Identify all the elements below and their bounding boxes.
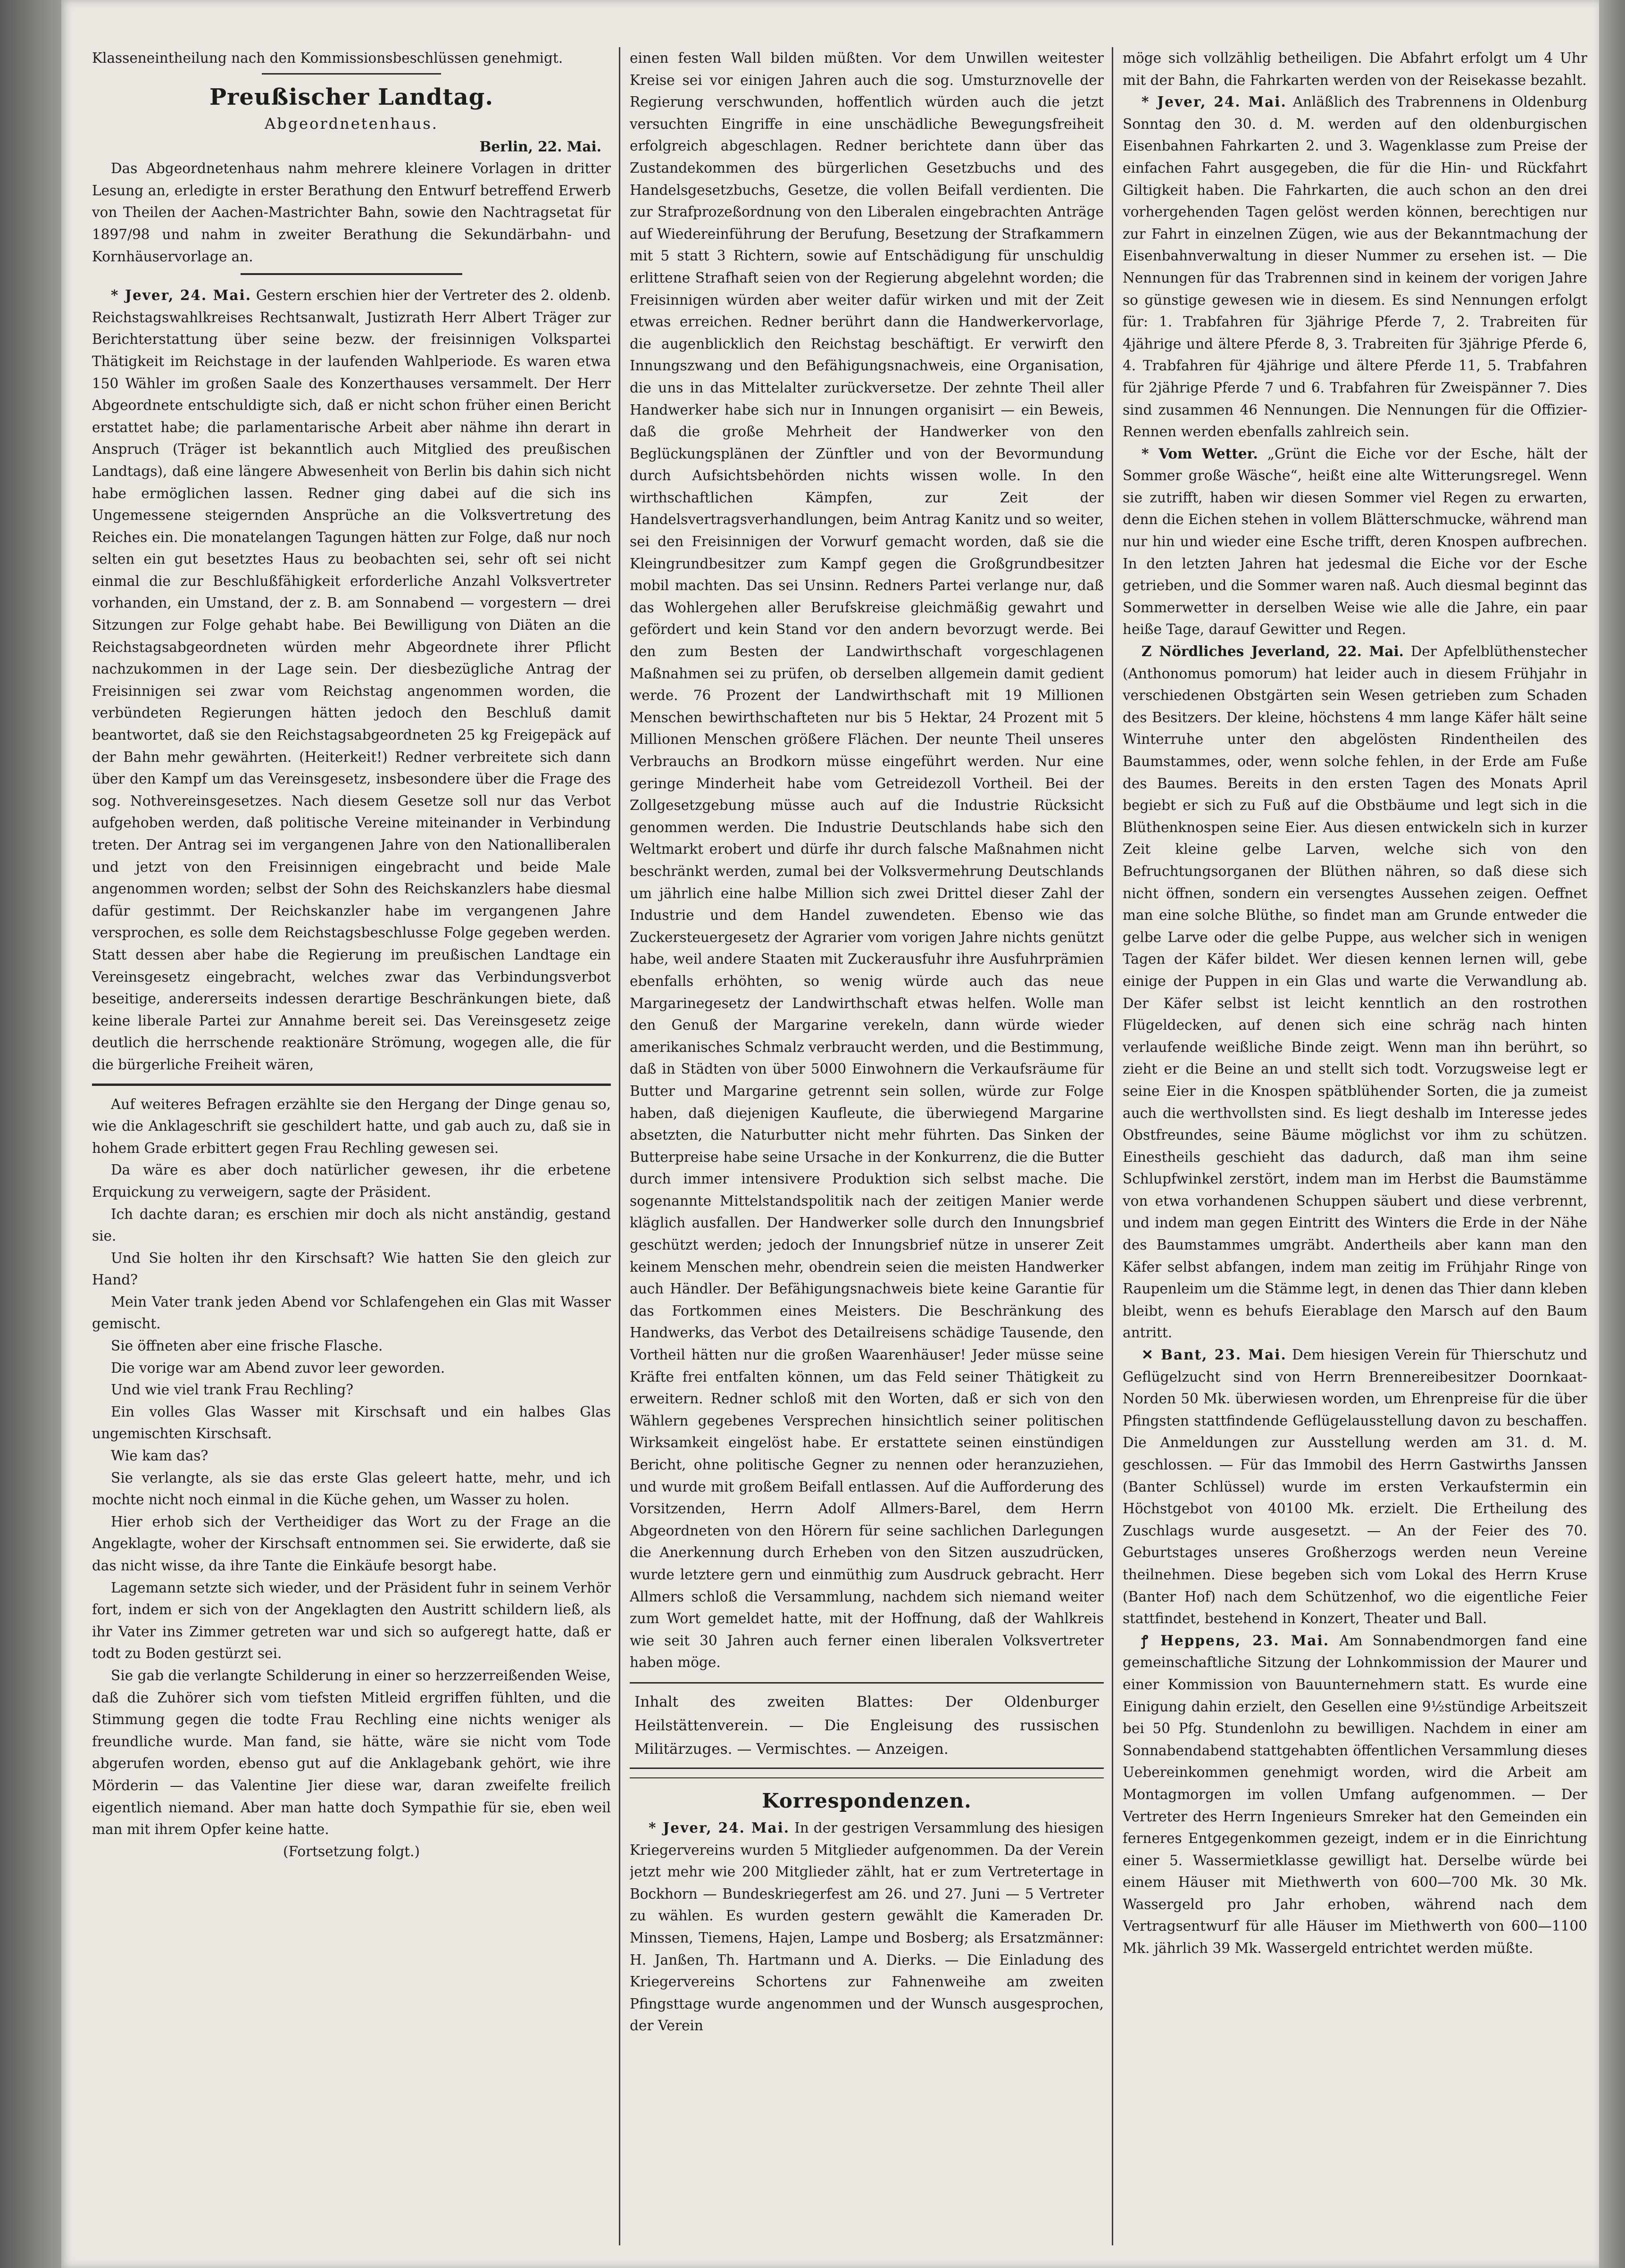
article-body: In der gestrigen Versammlung des hiesigen Kriegervereins wurden 5 Mitglieder aufgenommen. Da der Verein jetzt mehr wie 200 Mitglieder zählt, hat er zum Vertretertage in Bockhorn — Bundeskriegerfest am 26. und 27. Juni — 5 Vertreter zu wählen. Es wurden gestern gewählt die Kameraden Dr. Minssen, Tiemens, Hajen, Lampe und Bosberg; als Ersatzmänner: H. Janßen, Th. Hartmann und A. Dierks. — Die Einladung des Kriegervereins Schortens zur Fahnenweihe am zweiten Pfingsttage wurde angenommen und der Wunsch ausgesprochen, der Verein bbox=[630, 1819, 1104, 2034]
serial-paragraph: Da wäre es aber doch natürlicher gewesen, ihr die erbetene Erquickung zu verweigern, sagte der Präsident. bbox=[92, 1162, 611, 1200]
article-body: Anläßlich des Trabrennens in Oldenburg Sonntag den 30. d. M. werden auf den oldenburgischen Eisenbahnen Fahrkarten 2. und 3. Wagenklasse zum Preise der einfachen Fahrt ausgegeben, die für die Hin- und Rückfahrt Giltigkeit haben. Die Fahrkarten, die auch schon an den drei vorhergehenden Tagen gelöst werden können, berechtigen nur zur Fahrt in einzelnen Zügen, wie aus der Bekanntmachung der Eisenbahnverwaltung in dieser Nummer zu ersehen ist. — Die Nennungen für das Trabrennen sind in keinem der vorigen Jahre so günstige gewesen wie in diesem. Es sind Nennungen erfolgt für: 1. Trabfahren für 3jährige Pferde 7, 2. Trabreiten für 4jährige und ältere Pferde 8, 3. Trabreiten für 3jährige Pferde 6, 4. Trabfahren für 4jährige und ältere Pferde 11, 5. Trabfahren für 2jährige Pferde 7 und 6. Trabfahren für Zweispänner 7. Dies sind zusammen 46 Nennungen. Die Nennungen für die Offizier-Rennen werden ebenfalls zahlreich sein. bbox=[1123, 94, 1587, 440]
column-rule-2 bbox=[1112, 47, 1113, 2245]
article-lead: Z Nördliches Jeverland, 22. Mai. bbox=[1142, 643, 1404, 660]
serial-paragraph: Und wie viel trank Frau Rechling? bbox=[111, 1382, 354, 1398]
article-trabrennen bbox=[1123, 91, 1587, 443]
column-1 bbox=[92, 47, 611, 2245]
page-binding-edge bbox=[0, 0, 61, 2268]
feuilleton-divider bbox=[92, 1084, 611, 1086]
column-3 bbox=[1123, 47, 1587, 2245]
article-bant bbox=[1123, 1344, 1587, 1630]
intro-text: Klasseneintheilung nach den Kommissionsbeschlüssen genehmigt. bbox=[92, 50, 563, 66]
serial-paragraph: Sie verlangte, als sie das erste Glas geleert hatte, mehr, und ich mochte nicht noch einmal in die Küche gehen, um Wasser zu holen. bbox=[92, 1469, 611, 1508]
serial-paragraph: Lagemann setzte sich wieder, und der Präsident fuhr in seinem Verhör fort, indem er sich von der Angeklagten den Austritt schildern ließ, als ihr Vater ins Zimmer getreten war und sich so aufgeregt hatte, daß er todt zu Boden gestürzt sei. bbox=[92, 1579, 611, 1662]
article-lead: * Jever, 24. Mai. bbox=[1142, 93, 1287, 110]
serial-paragraph: Hier erhob sich der Vertheidiger das Wort zu der Frage an die Angeklagte, woher der Kirschsaft entnommen sei. Sie erwiderte, daß sie das nicht wisse, da ihre Tante die Einkäufe besorgt habe. bbox=[92, 1513, 611, 1574]
article-lead: * Vom Wetter. bbox=[1142, 445, 1258, 462]
serial-paragraph: Ich dachte daran; es erschien mir doch als nicht anständig, gestand sie. bbox=[92, 1206, 611, 1244]
serial-continued-note: (Fortsetzung folgt.) bbox=[283, 1843, 420, 1859]
dateline-berlin: Berlin, 22. Mai. bbox=[479, 138, 601, 155]
article-noerdliches-jeverland bbox=[1123, 641, 1587, 1344]
column-2 bbox=[630, 47, 1104, 2245]
article-lead: ✕ Bant, 23. Mai. bbox=[1142, 1346, 1287, 1363]
serial-paragraph: Sie öffneten aber eine frische Flasche. bbox=[111, 1338, 383, 1354]
serial-paragraph: Mein Vater trank jeden Abend vor Schlafengehen ein Glas mit Wasser gemischt. bbox=[92, 1293, 611, 1332]
serial-paragraph: Und Sie holten ihr den Kirschsaft? Wie hatten Sie den gleich zur Hand? bbox=[92, 1250, 611, 1288]
divider bbox=[630, 1777, 1104, 1778]
serial-paragraph: Auf weiteres Befragen erzählte sie den Hergang der Dinge genau so, wie die Anklageschrift sie geschildert hatte, und gab auch zu, daß sie in hohem Grade erbittert gegen Frau Rechling gewesen sei. bbox=[92, 1096, 611, 1156]
article-body: Gestern erschien hier der Vertreter des 2. oldenb. Reichstagswahlkreises Rechtsanwalt, Justizrath Herr Albert Träger zur Berichterstattung über seine bezw. der freisinnigen Volkspartei Thätigkeit im Reichstage in der laufenden Wahlperiode. Es waren etwa 150 Wähler im großen Saale des Konzerthauses versammelt. Der Herr Abgeordnete entschuldigte sich, daß er nicht schon früher einen Bericht erstattet habe; die parlamentarische Arbeit aber nähme ihn derart in Anspruch (Träger ist bekanntlich auch Mitglied des preußischen Landtags), daß eine längere Abwesenheit von Berlin bis dahin sich nicht habe ermöglichen lassen. Redner ging dabei auf die sich ins Ungemessene steigernden Ansprüche an die Volksvertretung des Reiches ein. Die monatelangen Tagungen hätten zur Folge, daß nur noch selten ein gut besetztes Haus zu beobachten sei, sehr oft sei nicht einmal die zur Beschlußfähigkeit erforderliche Anzahl Volksvertreter vorhanden, ein Umstand, der z. B. am Sonnabend — vorgestern — drei Sitzungen zur Folge gehabt habe. Bei Bewilligung von Diäten an die Reichstagsabgeordneten würden mehr Abgeordnete ihrer Pflicht nachzukommen in der Lage sein. Der diesbezügliche Antrag der Freisinnigen sei zwar vom Reichstag angenommen worden, die verbündeten Regierungen hätten jedoch den Beschluß damit beantwortet, daß sie den Reichstagsabgeordneten 25 kg Freigepäck auf der Bahn mehr gewährten. (Heiterkeit!) Redner verbreitete sich dann über den Kampf um das Vereinsgesetz, insbesondere über die Frage des sog. Nothvereinsgesetzes. Nach diesem Gesetze soll nur das Verbot aufgehoben werden, daß politische Vereine miteinander in Verbindung treten. Der Antrag sei im vergangenen Jahre von den Nationalliberalen und jetzt von den Freisinnigen eingebracht und beide Male angenommen worden; selbst der Sohn des Reichskanzlers habe diesmal dafür gestimmt. Der Reichskanzler habe im vergangenen Jahre versprochen, es solle dem Reichstagsbeschlusse Folge gegeben werden. Statt dessen aber habe die Regierung im preußischen Landtage ein Vereinsgesetz eingebracht, welches zwar das Verbindungsverbot beseitige, andererseits indessen derartige Beschränkungen biete, daß keine liberale Partei zur Annahme bereit sei. Das Vereinsgesetz zeige deutlich die herrschende reaktionäre Strömung, wogegen alle, die für die bürgerliche Freiheit wären, bbox=[92, 287, 611, 1073]
article-kriegerverein bbox=[630, 1817, 1104, 2037]
serial-paragraph: Wie kam das? bbox=[111, 1448, 208, 1464]
serial-paragraph: Ein volles Glas Wasser mit Kirschsaft und ein halbes Glas ungemischten Kirschsaft. bbox=[92, 1403, 611, 1442]
article-heppens bbox=[1123, 1630, 1587, 1959]
article-body: „Grünt die Eiche vor der Esche, hält der Sommer große Wäsche“, heißt eine alte Witterungsregel. Wenn sie zutrifft, haben wir diesen Sommer viel Regen zu erwarten, denn die Eichen stehen in vollem Blätterschmucke, während man nur hin und wieder eine Esche trifft, deren Knospen aufbrechen. In den letzten Jahren hat jedesmal die Eiche vor der Esche getrieben, und die Sommer waren naß. Auch diesmal beginnt das Sommerwetter in derselben Weise wie alle die Jahre, ein paar heiße Tage, darauf Gewitter und Regen. bbox=[1123, 445, 1587, 638]
article-kriegerverein-continued: möge sich vollzählig betheiligen. Die Abfahrt erfolgt um 4 Uhr mit der Bahn, die Fahrkarten werden von der Reisekasse bezahlt. bbox=[1123, 50, 1587, 88]
section-heading-korrespondenzen: Korrespondenzen. bbox=[762, 1789, 972, 1812]
article-jever-report-continued: einen festen Wall bilden müßten. Vor dem Unwillen weitester Kreise sei vor einigen Jahren auch die sog. Umsturznovelle der Regierung verschwunden, hoffentlich würden auch die jetzt versuchten Eingriffe in eine unschädliche Bewegungsfreiheit erfolgreich abgeschlagen. Redner berichtete dann über das Zustandekommen des bürgerlichen Gesetzbuchs und des Handelsgesetzbuchs, Gesetze, die vollen Beifall verdienten. Die zur Strafprozeßordnung von den Liberalen eingebrachten Anträge auf Wiedereinführung der Berufung, Besetzung der Strafkammern mit 5 statt 3 Richtern, sowie auf Entschädigung für unschuldig erlittene Strafhaft seien von der Regierung abgelehnt worden; die Freisinnigen würden aber weiter dafür wirken und mit der Zeit etwas erreichen. Redner berührt dann die Handwerkervorlage, die augenblicklich den Reichstag beschäftigt. Er verwirft den Innungszwang und den Befähigungsnachweis, eine Organisation, die uns in das Mittelalter zurückversetze. Der zehnte Theil aller Handwerker habe sich nur in Innungen organisirt — ein Beweis, daß die große Mehrheit der Handwerker von den Beglückungsplänen der Zünftler und von der Bevormundung durch Aufsichtsbehörden nichts wissen wolle. In den wirthschaftlichen Kämpfen, zur Zeit der Handelsvertragsverhandlungen, beim Antrag Kanitz und so weiter, sei den Freisinnigen der Vorwurf gemacht worden, daß sie die Kleingrundbesitzer zum Kampf gegen die Großgrundbesitzer mobil machten. Das sei Unsinn. Redners Partei verlange nur, daß das Wohlergehen aller Berufskreise gleichmäßig gewahrt und gefördert und kein Stand vor den andern bevorzugt werde. Bei den zum Besten der Landwirthschaft vorgeschlagenen Maßnahmen sei zu prüfen, ob derselben allgemein damit gedient werde. 76 Prozent der Landwirthschaft mit 19 Millionen Menschen bewirthschafteten nur bis 5 Hektar, 24 Prozent mit 5 Millionen Menschen größere Flächen. Der neunte Theil unseres Verbrauchs an Brodkorn müsse eingeführt werden. Nur eine geringe Minderheit habe vom Getreidezoll Vortheil. Bei der Zollgesetzgebung müsse auch auf die Industrie Rücksicht genommen werden. Die Industrie Deutschlands habe sich den Weltmarkt erobert und dürfe ihr durch falsche Maßnahmen nicht beschränkt werden, zumal bei der Volksvermehrung Deutschlands um jährlich eine halbe Million sich zwei Drittel dieser Zahl der Industrie und dem Handel zuwendeten. Ebenso wie das Zuckersteuergesetz der Agrarier vom vorigen Jahre nichts genützt habe, weil andere Staaten mit Zuckerausfuhr ihre Ausfuhrprämien ebenfalls erhöhten, so wenig würde auch das neue Margarinegesetz der Landwirthschaft etwas helfen. Wolle man den Genuß der Margarine verekeln, dann würde wieder amerikanisches Schmalz verbraucht werden, und die Bestimmung, daß in Städten von über 5000 Einwohnern die Verkaufsräume für Butter und Margarine getrennt sein sollen, würde zur Folge haben, daß diejenigen Kaufleute, die überwiegend Margarine absetzten, die Naturbutter nicht mehr führten. Das Sinken der Butterpreise habe seine Ursache in der Konkurrenz, die die Butter durch immer intensivere Produktion sich selbst mache. Die sogenannte Mittelstandspolitik nach der zeitigen Manier werde kläglich ausfallen. Der Handwerker solle durch den Innungsbrief geschützt werden; jedoch der Innungsbrief nütze in unserer Zeit keinem Menschen mehr, obendrein seien die meisten Handwerker auch Händler. Der Befähigungsnachweis biete keine Garantie für das Fortkommen eines Meisters. Die Beschränkung des Handwerks, das Verbot des Detailreisens schädige Tausende, den Vortheil hätten nur die großen Waarenhäuser! Jeder müsse seine Kräfte frei entfalten können, um das Feld seiner Thätigkeit zu erweitern. Redner schloß mit den Worten, daß er sich von den Wählern gegebenes Versprechen hinsichtlich seiner politischen Wirksamkeit eingelöst habe. Er erstattete seinen einstündigen Bericht, ohne politische Gegner zu nennen oder heranzuziehen, und wurde mit großem Beifall entlassen. Auf die Aufforderung des Vorsitzenden, Herrn Adolf Allmers-Barel, dem Herrn Abgeordneten von den Hörern für seine sachlichen Darlegungen die Anerkennung durch Erheben von den Sitzen auszudrücken, wurde letztere gern und einmüthig zum Ausdruck gebracht. Herr Allmers schloß die Versammlung, nachdem sich niemand weiter zum Wort gemeldet hatte, mit der Hoffnung, daß der Wahlkreis wie seit 30 Jahren auch ferner einen liberalen Volksvertreter haben möge. bbox=[630, 50, 1104, 1671]
article-jever-report bbox=[92, 284, 611, 1076]
column-rule-1 bbox=[619, 47, 620, 2245]
serial-paragraph: Die vorige war am Abend zuvor leer geworden. bbox=[111, 1359, 445, 1376]
serial-paragraph: Sie gab die verlangte Schilderung in einer so herzzerreißenden Weise, daß die Zuhörer sich vom tiefsten Mitleid ergriffen fühlten, und die Stimmung gegen die todte Frau Rechling eine nichts weniger als freundliche wurde. Man fand, sie hätte, wäre sie nicht vom Tode abgerufen worden, ebenso gut auf die Anklagebank gehört, wie ihre Mörderin — das Valentine Jier diese war, daran zweifelte freilich eigentlich niemand. Aber man hatte doch Sympathie für sie, eben weil man mit ihrem Opfer keine hatte. bbox=[92, 1667, 611, 1838]
article-lead: ꝭ Heppens, 23. Mai. bbox=[1142, 1632, 1329, 1649]
divider bbox=[241, 273, 462, 275]
section-heading-landtag: Preußischer Landtag. bbox=[209, 83, 494, 110]
article-body: Dem hiesigen Verein für Thierschutz und Geflügelzucht sind von Herrn Brennereibesitzer Doornkaat-Norden 50 Mk. überwiesen worden, um Ehrenpreise für die über Pfingsten stattfindende Geflügelausstellung davon zu beschaffen. Die Anmeldungen zur Ausstellung werden am 31. d. M. geschlossen. — Für das Immobil des Herrn Gastwirths Janssen (Banter Schlüssel) wurde im ersten Verkaufstermin ein Höchstgebot von 40100 Mk. erzielt. Die Ertheilung des Zuschlags wurde ausgesetzt. — An der Feier des 70. Geburtstages unseres Großherzogs werden neun Vereine theilnehmen. Diese begeben sich vom Lokal des Herrn Kruse (Banter Hof) nach dem Schützenhof, wo die eigentliche Feier stattfindet, bestehend in Konzert, Theater und Ball. bbox=[1123, 1347, 1587, 1627]
article-wetter bbox=[1123, 443, 1587, 641]
article-landtag: Das Abgeordnetenhaus nahm mehrere kleinere Vorlagen in dritter Lesung an, erledigte in erster Berathung den Entwurf betreffend Erwerb von Theilen der Aachen-Mastrichter Bahn, sowie den Nachtragsetat für 1897/98 und nahm in zweiter Berathung die Sekundärbahn- und Kornhäuservorlage an. bbox=[92, 160, 611, 265]
article-lead: * Jever, 24. Mai. bbox=[111, 287, 252, 304]
section-subheading: Abgeordnetenhaus. bbox=[265, 114, 438, 133]
page-right-edge bbox=[1599, 0, 1625, 2268]
article-body: Am Sonnabendmorgen fand eine gemeinschaftliche Sitzung der Lohnkommission der Maurer und einer Kommission von Bauunternehmern statt. Es wurde eine Einigung dahin erzielt, den Gesellen eine 9½stündige Arbeitszeit bei 50 Pfg. Stundenlohn zu bewilligen. Nachdem in einer am Sonnabendabend stattgehabten öffentlichen Versammlung dieses Uebereinkommen genehmigt worden, wird die Arbeit am Montagmorgen im vollen Umfang aufgenommen. — Der Vertreter des Herrn Ingenieurs Smreker hat den Gemeinden ein ferneres Entgegenkommen gezeigt, indem er in die Einrichtung einer 5. Wassermietklasse gewilligt hat. Derselbe würde bei einem Häuser mit Miethwerth von 600—700 Mk. 30 Mk. Wassergeld pro Jahr erhoben, während nach dem Vertragsentwurf für alle Häuser im Miethwerth von 600—1100 Mk. jährlich 39 Mk. Wassergeld entrichtet werden müßte. bbox=[1123, 1632, 1587, 1957]
article-body: Der Apfelblüthenstecher (Anthonomus pomorum) hat leider auch in diesem Frühjahr in verschiedenen Obstgärten sein Wesen getrieben zum Schaden des Besitzers. Der kleine, höchstens 4 mm lange Käfer hält seine Winterruhe unter den abgelösten Rindentheilen des Baumstammes, oder, wenn solche fehlen, in der Erde am Fuße des Baumes. Bereits in den ersten Tagen des Monats April begiebt er sich zu Fuß auf die Obstbäume und legt sich in die Blüthenknospen seine Eier. Aus diesen entwickeln sich in kurzer Zeit kleine gelbe Larven, welche sich von den Befruchtungsorganen der Blüthen nähren, so daß diese sich nicht öffnen, sondern ein versengtes Aussehen zeigen. Oeffnet man eine solche Blüthe, so findet man am Grunde entweder die gelbe Larve oder die gelbe Puppe, aus welcher sich in wenigen Tagen der Käfer bildet. Wer diesen kennen lernen will, gebe einige der Puppen in ein Glas und warte die Verwandlung ab. Der Käfer selbst ist leicht kenntlich an den rostrothen Flügeldecken, auf denen sich eine schräg nach hinten verlaufende weißliche Binde zeigt. Wenn man ihn berührt, so zieht er die Beine an und stellt sich todt. Vorzugsweise legt er seine Eier in die Knospen spätblühender Sorten, die ja zumeist auch die werthvollsten sind. Es liegt deshalb im Interesse jedes Obstfreundes, seine Bäume möglichst vor ihm zu schützen. Einestheils geschieht das dadurch, daß man ihm seine Schlupfwinkel zerstört, indem man im Herbst die Baumstämme von etwa vorhandenen Schuppen säubert und diese verbrennt, und indem man gegen Eintritt des Winters die Erde in der Nähe des Baumstammes umgräbt. Andertheils aber kann man den Käfer selbst abfangen, indem man zeitig im Frühjahr Ringe von Raupenleim um die Stämme legt, in denen das Thier dann kleben bleibt, wenn es behufs Eierablage den Marsch auf den Baum antritt. bbox=[1123, 643, 1587, 1341]
contents-box: Inhalt des zweiten Blattes: Der Oldenburger Heilstättenverein. — Die Engleisung des russischen Militärzuges. — Vermischtes. — Anzeigen. bbox=[630, 1682, 1104, 1769]
divider bbox=[262, 73, 441, 75]
article-lead: * Jever, 24. Mai. bbox=[649, 1819, 790, 1836]
